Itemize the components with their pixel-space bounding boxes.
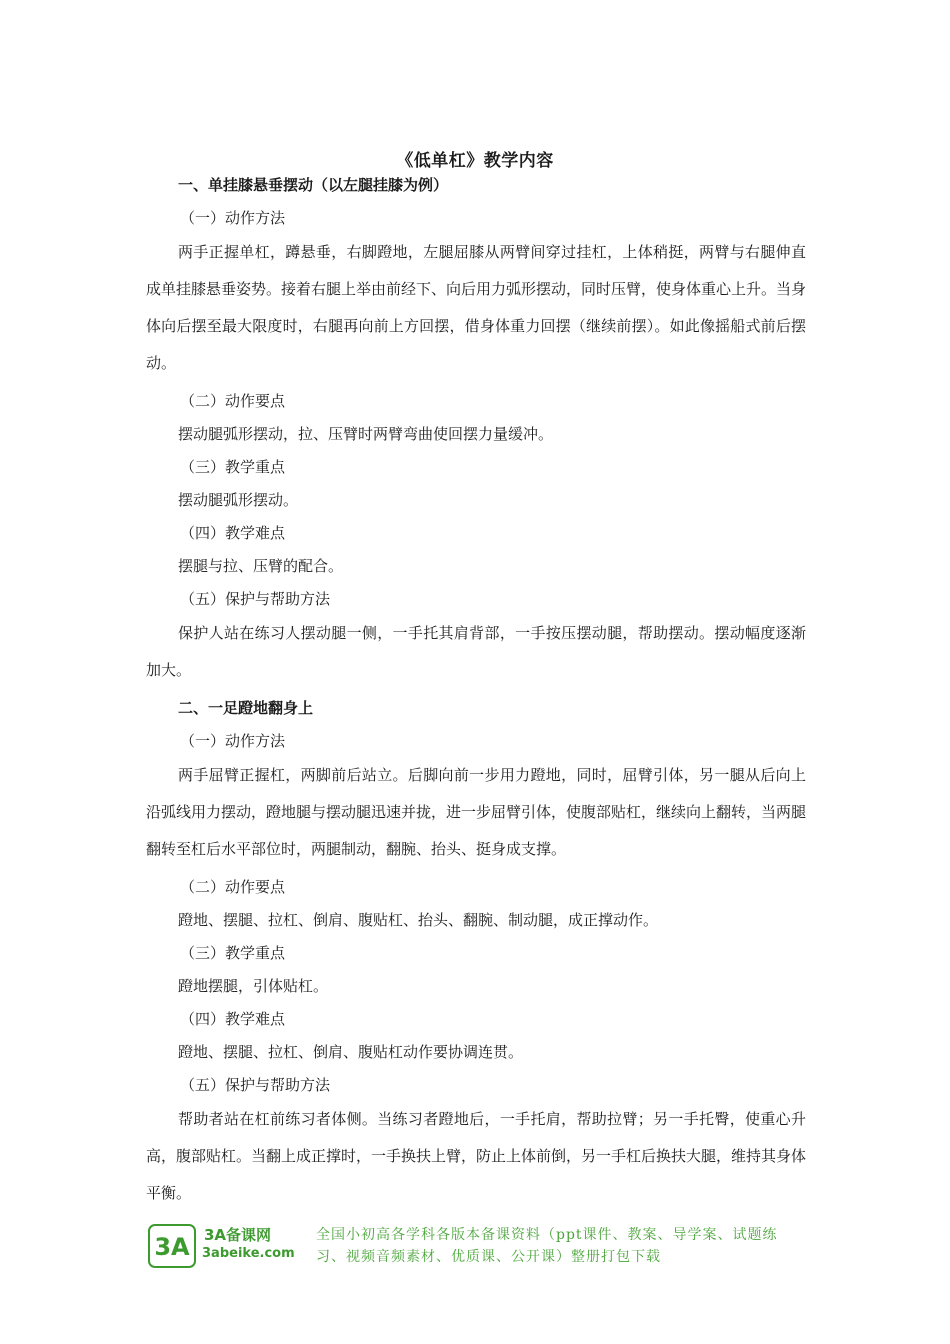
subheading-focus: （三）教学重点 (180, 458, 286, 476)
paragraph-focus: 摆动腿弧形摆动。 (178, 491, 299, 509)
brand-name: 3A备课网 (204, 1226, 272, 1244)
footer-slogan: 全国小初高各学科各版本备课资料（ppt课件、教案、导学案、试题练习、视频音频素材、优质课、公开课）整册打包下载 (316, 1227, 778, 1265)
subheading-difficulty: （四）教学难点 (180, 1010, 286, 1028)
paragraph-method: 两手屈臂正握杠，两脚前后站立。后脚向前一步用力蹬地，同时，屈臂引体，另一腿从后向上沿弧线用力摆动，蹬地腿与摆动腿迅速并拢，进一步屈臂引体，使腹部贴杠，继续向上翻转，当两腿翻转至杠后水平部位时，两腿制动，翻腕、抬头、挺身成支撑。 (146, 766, 807, 858)
paragraph-protection: 保护人站在练习人摆动腿一侧，一手托其肩背部，一手按压摆动腿，帮助摆动。摆动幅度逐渐加大。 (146, 624, 806, 679)
subheading-protection: （五）保护与帮助方法 (180, 1076, 331, 1094)
paragraph-difficulty: 蹬地、摆腿、拉杠、倒肩、腹贴杠动作要协调连贯。 (178, 1043, 524, 1061)
subheading-focus: （三）教学重点 (180, 944, 286, 962)
subheading-method: （一）动作方法 (180, 732, 286, 750)
document-content (146, 172, 806, 1212)
paragraph-difficulty: 摆腿与拉、压臂的配合。 (178, 557, 344, 575)
footer-banner (148, 1222, 808, 1270)
logo-3a-icon (148, 1224, 196, 1268)
paragraph-protection: 帮助者站在杠前练习者体侧。当练习者蹬地后，一手托肩，帮助拉臂；另一手托臀，使重心升高，腹部贴杠。当翻上成正撑时，一手换扶上臂，防止上体前倒，另一手杠后换扶大腿，维持其身体平衡。 (146, 1110, 807, 1202)
paragraph-focus: 蹬地摆腿，引体贴杠。 (178, 977, 329, 995)
section-2 (146, 695, 806, 1212)
subheading-key-points: （二）动作要点 (180, 878, 286, 896)
section-1 (146, 172, 806, 689)
section-heading: 一、单挂膝悬垂摆动（以左腿挂膝为例） (178, 176, 449, 194)
logo-mark-text: 3A (154, 1233, 190, 1261)
subheading-method: （一）动作方法 (180, 209, 286, 227)
paragraph-key-points: 蹬地、摆腿、拉杠、倒肩、腹贴杠、抬头、翻腕、制动腿，成正撑动作。 (178, 911, 659, 929)
brand-url[interactable]: 3abeike.com (202, 1246, 295, 1261)
subheading-difficulty: （四）教学难点 (180, 524, 286, 542)
subheading-protection: （五）保护与帮助方法 (180, 590, 331, 608)
document-title: 《低单杠》教学内容 (396, 151, 554, 171)
section-heading: 二、一足蹬地翻身上 (178, 699, 314, 717)
subheading-key-points: （二）动作要点 (180, 392, 286, 410)
paragraph-key-points: 摆动腿弧形摆动，拉、压臂时两臂弯曲使回摆力量缓冲。 (178, 425, 554, 443)
paragraph-method: 两手正握单杠，蹲悬垂，右脚蹬地，左腿屈膝从两臂间穿过挂杠，上体稍挺，两臂与右腿伸直成单挂膝悬垂姿势。接着右腿上举由前经下、向后用力弧形摆动，同时压臂，使身体重心上升。当身体向后摆至最大限度时，右腿再向前上方回摆，借身体重力回摆（继续前摆）。如此像摇船式前后摆动。 (146, 243, 807, 372)
